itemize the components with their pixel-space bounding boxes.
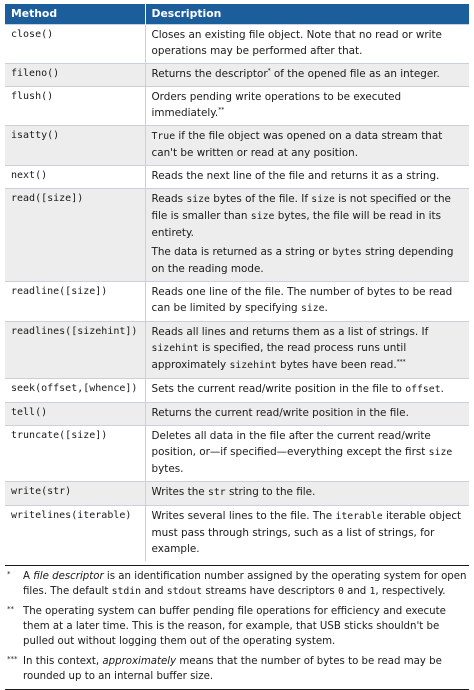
footnote xyxy=(5,601,469,651)
inline-code: size xyxy=(300,303,325,314)
footnote-marker: ** xyxy=(7,605,14,613)
desc-text: iterable object must pass through strings, such as a list of strings, for example. xyxy=(151,510,462,555)
table-row xyxy=(5,482,469,506)
desc-text: . xyxy=(440,383,444,395)
footnote-text xyxy=(21,569,469,599)
note-text: In this context, xyxy=(23,656,103,667)
method-name: writelines(iterable) xyxy=(5,506,145,562)
table-row xyxy=(5,282,469,322)
inline-code: stdout xyxy=(166,586,203,597)
inline-code: size xyxy=(428,447,453,458)
desc-text: . xyxy=(324,302,328,314)
inline-code: iterable xyxy=(335,511,383,522)
desc-text: Deletes all data in the file after the current read/write position, or—if specified—everything except the first xyxy=(151,430,431,458)
inline-code: 0 xyxy=(337,586,344,597)
desc-text: Reads all lines and returns them as a list of strings. If xyxy=(151,326,429,338)
table-row xyxy=(5,403,469,426)
inline-code: size xyxy=(186,194,210,205)
file-methods-table xyxy=(5,4,469,561)
desc-text: Returns the descriptor xyxy=(151,68,268,80)
method-name: read([size]) xyxy=(5,189,145,282)
table-row xyxy=(5,322,469,379)
note-emphasis: file descriptor xyxy=(33,571,104,582)
desc-text: of the opened file as an integer. xyxy=(270,68,440,80)
method-name: isatty() xyxy=(5,126,145,166)
note-text: , respectively. xyxy=(375,586,446,597)
method-description xyxy=(145,126,469,166)
desc-text: The data is returned as a string or xyxy=(151,246,333,258)
table-row xyxy=(5,166,469,189)
table-row xyxy=(5,379,469,403)
method-name: next() xyxy=(5,166,145,189)
footnote-marker: * xyxy=(7,570,11,578)
desc-text: bytes of the file. If xyxy=(209,193,312,205)
inline-code: 1 xyxy=(369,586,376,597)
inline-code: stdin xyxy=(111,586,142,597)
desc-text: if the file object was opened on a data stream that can't be written or read at any position. xyxy=(151,130,443,159)
footnote-marker: *** xyxy=(7,655,18,663)
table-row xyxy=(5,64,469,87)
desc-text: bytes have been read. xyxy=(276,359,397,371)
footnotes xyxy=(5,565,469,686)
desc-text: string depending on the reading mode. xyxy=(151,246,454,275)
method-name: write(str) xyxy=(5,482,145,506)
method-description xyxy=(145,282,469,322)
desc-text: Sets the current read/write position in the file to xyxy=(151,383,406,395)
footnote xyxy=(5,566,469,601)
table-row xyxy=(5,506,469,562)
desc-paragraph xyxy=(152,191,464,241)
table-row xyxy=(5,426,469,482)
method-description xyxy=(145,87,469,126)
table-row xyxy=(5,126,469,166)
desc-text: Writes the xyxy=(151,486,209,498)
table-row xyxy=(5,25,469,64)
method-description xyxy=(145,189,469,282)
inline-code: bytes xyxy=(332,247,362,258)
table-row xyxy=(5,87,469,126)
method-description xyxy=(145,506,469,562)
method-description: Reads the next line of the file and returns it as a string. xyxy=(145,166,469,189)
note-text: streams have descriptors xyxy=(202,586,338,597)
method-name: readlines([sizehint]) xyxy=(5,322,145,379)
desc-text: string to the file. xyxy=(225,486,316,498)
inline-code: str xyxy=(208,487,226,498)
column-header-method: Method xyxy=(5,4,145,25)
method-description xyxy=(145,379,469,403)
method-name: fileno() xyxy=(5,64,145,87)
method-description: Returns the current read/write position in the file. xyxy=(145,403,469,426)
method-description xyxy=(145,482,469,506)
method-description xyxy=(145,426,469,482)
desc-text: bytes, the file will be read in its entirety. xyxy=(151,210,442,239)
note-text: is an identification number assigned by the operating system for open files. The default xyxy=(23,571,467,597)
note-text: A xyxy=(23,571,34,582)
footnote xyxy=(5,651,469,686)
desc-text: is not specified or the file is smaller than xyxy=(151,193,451,222)
method-name: close() xyxy=(5,25,145,64)
method-name: readline([size]) xyxy=(5,282,145,322)
column-header-description: Description xyxy=(145,4,469,25)
method-name: flush() xyxy=(5,87,145,126)
table-header-row xyxy=(5,4,469,25)
desc-text: is specified, the read process runs until approximately xyxy=(151,342,407,371)
inline-code: sizehint xyxy=(229,360,277,371)
inline-code: size xyxy=(250,211,275,222)
note-text: and xyxy=(141,586,167,597)
note-emphasis: approximately xyxy=(102,656,177,667)
footnote-text xyxy=(21,654,469,684)
desc-text: bytes. xyxy=(151,463,184,475)
method-description: Closes an existing file object. Note that no read or write operations may be performed after that. xyxy=(145,25,469,64)
desc-text: Writes several lines to the file. The xyxy=(151,510,336,522)
desc-paragraph xyxy=(152,244,464,277)
note-text: means that the number of bytes to be read may be rounded up to an internal buffer size. xyxy=(23,656,442,682)
footnote-text: The operating system can buffer pending file operations for efficiency and execute them at a later time. This is the reason, for example, that USB sticks shouldn't be pulled out without logging them out of the operating system. xyxy=(23,606,446,647)
method-name: tell() xyxy=(5,403,145,426)
desc-text: Reads one line of the file. The number of bytes to be read can be limited by specifying xyxy=(151,286,453,314)
footnote-ref: ** xyxy=(218,106,225,114)
method-name: seek(offset,[whence]) xyxy=(5,379,145,403)
inline-code: True xyxy=(151,131,176,142)
footnote-ref: * xyxy=(267,67,271,75)
inline-code: offset xyxy=(405,384,441,395)
table-row xyxy=(5,189,469,282)
note-text: and xyxy=(343,586,370,597)
inline-code: sizehint xyxy=(151,343,199,354)
desc-text: Reads xyxy=(151,193,187,205)
inline-code: size xyxy=(311,194,335,205)
desc-text: Orders pending write operations to be executed immediately. xyxy=(151,91,402,119)
footnote-ref: *** xyxy=(396,358,406,366)
method-name: truncate([size]) xyxy=(5,426,145,482)
method-description xyxy=(145,64,469,87)
method-description xyxy=(145,322,469,379)
